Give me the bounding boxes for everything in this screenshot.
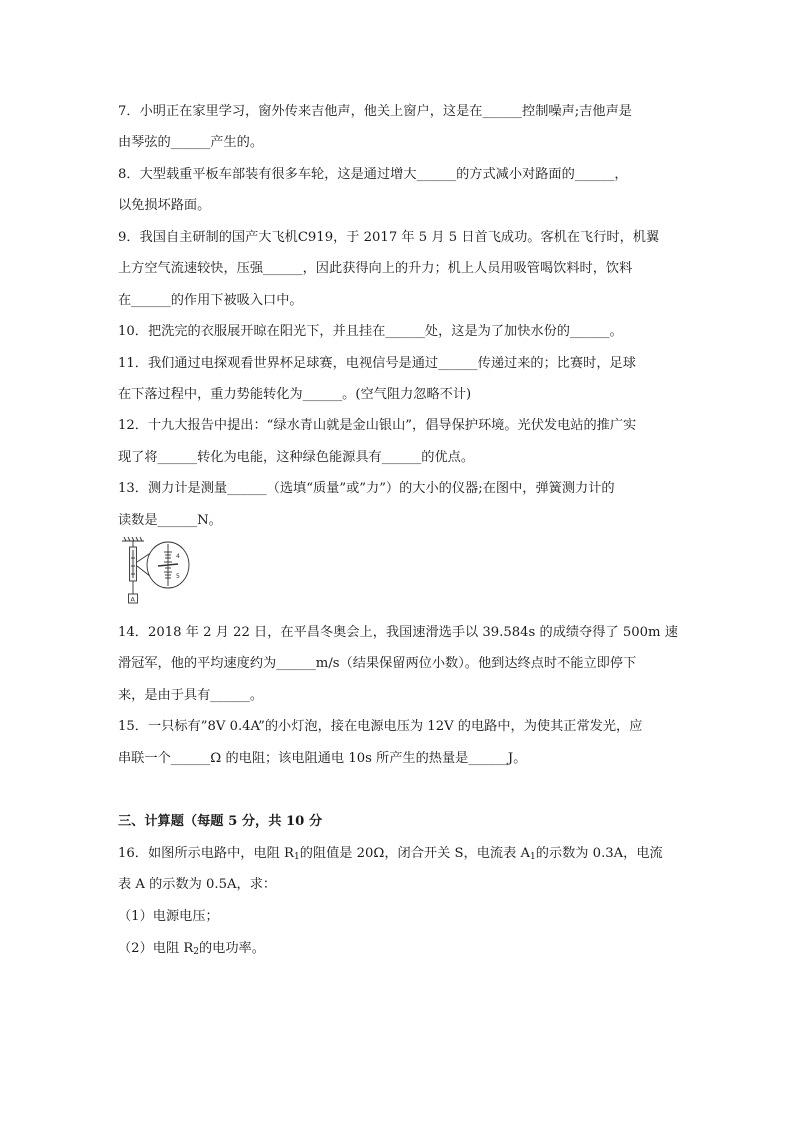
weight-label: A bbox=[130, 595, 135, 604]
question-line-q8b: 以免损坏路面。 bbox=[118, 198, 211, 213]
question-line-q14a: 14．2018 年 2 月 22 日，在平昌冬奥会上，我国速滑选手以 39.584s 的成绩夺得了 500m 速 bbox=[118, 625, 678, 640]
question-line-q11a: 11．我们通过电探观看世界杯足球赛，电视信号是通过______传递过来的；比赛时，足球 bbox=[118, 356, 636, 371]
question-line-q7b: 由琴弦的______产生的。 bbox=[118, 135, 264, 150]
spring-scale-figure bbox=[120, 536, 198, 610]
question-line-q13a: 13．测力计是测量______（选填“质量”或”力”）的大小的仪器;在图中，弹簧测力计的 bbox=[118, 481, 615, 496]
question-line-q15b: 串联一个______Ω 的电阻；该电阻通电 10s 所产生的热量是______J。 bbox=[118, 751, 527, 766]
q16-line-2: 表 A 的示数为 0.5A，求： bbox=[118, 877, 277, 892]
scale-label-bottom: 5 bbox=[176, 573, 180, 580]
question-line-q9b: 上方空气流速较快，压强______，因此获得向上的升力；机上人员用吸管喝饮料时，饮料 bbox=[118, 261, 633, 276]
section-title: 三、计算题（每题 5 分，共 10 分 bbox=[118, 814, 323, 829]
question-line-q9c: 在______的作用下被吸入口中。 bbox=[118, 293, 303, 308]
q16-line-1: 16．如图所示电路中，电阻 $R_1$的阻值是 20Ω，闭合开关 S，电流表 $A_1$的示数为 0.3A，电流 bbox=[118, 846, 663, 862]
question-line-q7a: 7．小明正在家里学习，窗外传来吉他声，他关上窗户，这是在______控制噪声;吉他声是 bbox=[118, 104, 632, 119]
scale-label-top: 4 bbox=[176, 553, 180, 560]
q16-line-3: （1）电源电压； bbox=[118, 909, 219, 924]
question-line-q14c: 来，是由于具有______。 bbox=[118, 688, 264, 703]
question-line-q9a: 9．我国自主研制的国产大飞机C919，于 2017 年 5 月 5 日首飞成功。客机在飞行时，机翼 bbox=[118, 230, 660, 245]
question-line-q13b: 读数是______N。 bbox=[118, 513, 222, 528]
spring-scale-icon bbox=[122, 537, 189, 603]
q16-line-4: （2）电阻 $R_2$的电功率。 bbox=[118, 941, 265, 957]
question-line-q10: 10．把洗完的衣服展开晾在阳光下，并且挂在______处，这是为了加快水份的______。 bbox=[118, 324, 623, 339]
question-line-q15a: 15．一只标有”8V 0.4A”的小灯泡，接在电源电压为 12V 的电路中，为使其正常发光，应 bbox=[118, 719, 643, 734]
question-line-q14b: 滑冠军，他的平均速度约为______m/s（结果保留两位小数）。他到达终点时不能立即停下 bbox=[118, 656, 637, 671]
question-line-q12b: 现了将______转化为电能，这种绿色能源具有______的优点。 bbox=[118, 450, 475, 465]
question-line-q8a: 8．大型载重平板车部装有很多车轮，这是通过增大______的方式减小对路面的______， bbox=[118, 167, 628, 182]
question-line-q11b: 在下落过程中，重力势能转化为______。(空气阻力忽略不计) bbox=[118, 387, 472, 402]
question-line-q12a: 12．十九大报告中提出：“绿水青山就是金山银山”，倡导保护环境。光伏发电站的推广实 bbox=[118, 418, 637, 433]
